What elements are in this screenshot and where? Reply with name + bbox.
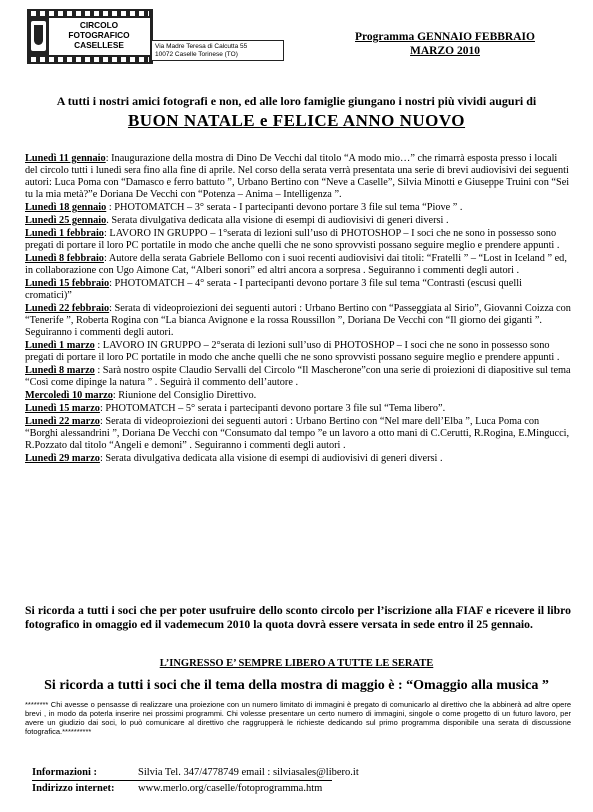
events-list [25,153,571,466]
greeting: A tutti i nostri amici fotografi e non, ed alle loro famiglie giungano i nostri più vividi auguri di [56,94,537,108]
event-text: : Serata di videoproiezioni dei seguenti autori : Urbano Bertino con “Nel mare dell’Elba ”, Luca Poma con “Borghi alessandrini ”, Doriana De Vecchi con “Consumato dal tempo ”e un lavoro a otto mani di C.Cerutti, R.Rogina, E.Mingucci, R.Pozzato dal titolo “Angeli e demoni” . Seguiranno i commenti degli autori . [25,416,570,451]
club-logo [27,9,267,64]
event-date: Mercoledì 10 marzo [25,390,113,401]
event-date: Lunedì 11 gennaio [25,153,106,164]
club-name-line: CIRCOLO [79,20,119,30]
event-item [25,365,571,389]
website-link[interactable]: www.merlo.org/caselle/fotoprogramma.htm [138,783,323,794]
event-item [25,453,571,465]
club-name-line: CASELLESE [74,40,124,50]
event-text: : Riunione del Consiglio Direttivo. [112,390,257,401]
info-label: Informazioni : [32,767,98,778]
event-text: : Serata divulgativa dedicata alla visione di esempi di audiovisivi di generi diversi . [99,453,443,464]
event-text: : Autore della serata Gabriele Bellomo con i suoi recenti audiovisivi dai titoli: “Fratelli ” – “Lost in Iceland ” ed, in collaborazione con Ugo Aimone Cat, “Alberi sonori” ed altri ancora a sorpresa . Seguiranno i commenti degli autori . [25,253,567,276]
event-date: Lunedì 8 marzo [25,365,95,376]
exhibition-theme: Si ricorda a tutti i soci che il tema della mostra di maggio è : “Omaggio alla musica ” [44,678,549,693]
event-date: Lunedì 8 febbraio [25,253,104,264]
event-item [25,253,571,277]
event-item [25,278,571,302]
event-item [25,228,571,252]
event-date: Lunedì 29 marzo [25,453,100,464]
event-item [25,340,571,364]
crest-icon [31,21,46,51]
event-date: Lunedì 22 febbraio [25,303,110,314]
programma-line2: MARZO 2010 [410,45,480,57]
free-entry-notice: L’INGRESSO E’ SEMPRE LIBERO A TUTTE LE SERATE [159,658,434,669]
event-text: : LAVORO IN GRUPPO – 1°serata di lezioni sull’uso di PHOTOSHOP – I soci che ne sono in possesso sono pregati di portare il loro PC portatile in modo che anche quelli che ne sono sprovvisti possano seguire meglio e prendere appunti . [25,228,560,251]
fiaf-reminder: Si ricorda a tutti i soci che per poter usufruire dello sconto circolo per l’iscrizione alla FIAF e ricevere il libro fotografico in omaggio ed il vademecum 2010 la quota dovrà essere versata in sede entro il 25 gennaio. [25,604,571,631]
event-date: Lunedì 15 marzo [25,403,100,414]
event-date: Lunedì 15 febbraio [25,278,110,289]
event-text: . Serata divulgativa dedicata alla visione di esempi di audiovisivi di generi diversi . [106,215,449,226]
event-text: : PHOTOMATCH – 3° serata - I partecipanti devono portare 3 file sul tema “Piove ” . [106,202,463,213]
info-row [32,781,359,797]
programma-title [305,30,585,58]
event-date: Lunedì 18 gennaio [25,202,107,213]
event-date: Lunedì 25 gennaio [25,215,107,226]
club-address [152,40,284,61]
event-item [25,403,571,415]
event-date: Lunedì 1 marzo [25,340,95,351]
event-date: Lunedì 1 febbraio [25,228,104,239]
info-label: Indirizzo internet: [32,783,115,794]
address-line: Via Madre Teresa di Calcutta 55 [155,43,248,50]
event-text: : Sarà nostro ospite Claudio Servalli del Circolo “Il Mascherone”con una serie di proiezioni di diapositive sul tema “Così come dipinge la natura ” . Seguirà il commento dell’autore . [25,365,571,388]
event-item [25,303,571,339]
info-row [32,765,359,781]
xmas-wishes: BUON NATALE e FELICE ANNO NUOVO [127,111,466,130]
event-item [25,202,571,214]
event-item [25,390,571,402]
info-contact: Silvia Tel. 347/4778749 email : silviasales@libero.it [138,767,359,778]
footnote: ******** Chi avesse o pensasse di realizzare una proiezione con un numero limitato di immagini è pregato di comunicarlo al direttivo che la abbinerà ad altre opere brevi , in modo da poterla inserire nei prossimi programmi. Chi volesse presentare un certo numero di immagini, singole o come progetto di un futuro lavoro, per avere un giudizio dai soci, lo può comunicare al direttivo che raggrupperà le richieste dedicando sul primo programma disponibile una serata di discussione fotografica.********** [25,700,571,736]
club-name-line: FOTOGRAFICO [68,30,130,40]
event-text: : Serata di videoproiezioni dei seguenti autori : Urbano Bertino con “Passeggiata al Sirio”, Giovanni Coizza con “Tenerife ”, Roberta Rogina con “La bianca Avignone e la rossa Roussillon ”, Doriana De Vecchi con “Il giorno dei giganti ”. Seguiranno i commenti degli autori. [25,303,571,338]
divider [32,780,332,781]
event-item [25,215,571,227]
address-line: 10072 Caselle Torinese (TO) [155,50,238,58]
contact-info [32,765,359,797]
event-text: : PHOTOMATCH – 4° serata - I partecipanti devono portare 3 file sul tema “Contrasti (escusi quelli cromatici)” [25,278,522,301]
programma-line1: Programma GENNAIO FEBBRAIO [355,31,535,43]
event-item [25,153,571,201]
event-text: : LAVORO IN GRUPPO – 2°serata di lezioni sull’uso di PHOTOSHOP – I soci che ne sono in possesso sono pregati di portare il loro PC portatile in modo che anche quelli che ne sono sprovvisti possano seguire meglio e prendere appunti . [25,340,560,363]
event-text: : Inaugurazione della mostra di Dino De Vecchi dal titolo “A modo mio…” che rimarrà esposta presso i locali del circolo tutti i lunedì sera fino alla fine di aprile. Nel corso della serata verrà presentata una serie di brevi audiovisivi dei seguenti autori: Luca Poma con “Damasco e ferro battuto ”, Urbano Bertino con “Neve a Caselle”, Silvia Minotti e Giuseppe Truini con “Sei tu la mia metà?”e Doriana De Vecchi con “Potenza – Anima – Intelligenza ”. [25,153,570,200]
event-date: Lunedì 22 marzo [25,416,100,427]
event-item [25,416,571,452]
event-text: : PHOTOMATCH – 5° serata i partecipanti devono portare 3 file sul “Tema libero”. [99,403,446,414]
club-name [49,20,149,50]
